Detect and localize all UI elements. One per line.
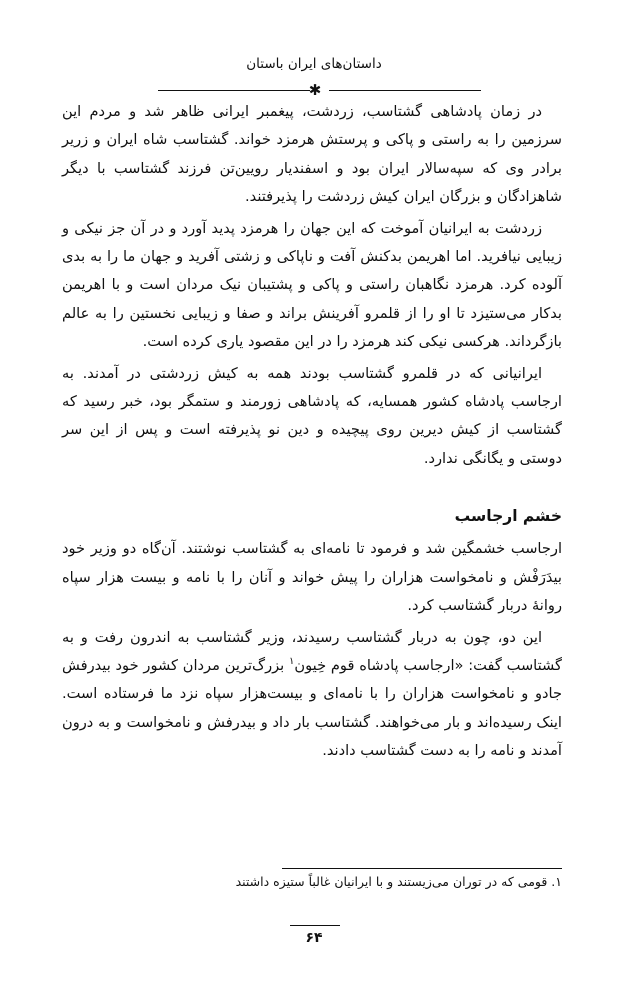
footnote-divider	[282, 868, 562, 869]
paragraph-3: ایرانیانی که در قلمرو گشتاسب بودند همه به کیش زردشتی در آمدند. به ارجاسب پادشاه کشور همسایه، که پادشاهی زورمند و ستمگر بود، خبر رسید که گشتاسب از کیش دیرین روی پیچیده و دین نو پذیرفته است و پس از این سر دوستی و یگانگی ندارد.	[62, 364, 562, 467]
footnote-text: ۱. قومی که در توران می‌زیستند و با ایرانیان غالباً ستیزه داشتند	[235, 874, 562, 889]
section-paragraph-2	[62, 624, 562, 766]
section-heading: خشم ارجاسب	[454, 507, 562, 526]
header-rule-left	[158, 90, 310, 91]
section-paragraph-2-end: بزرگ‌ترین مردان کشور خود بیدرفش جادو و نامخواست هزاران را با نامه‌ای و بیست‌هزار سپاه نزد ما فرستاده است. اینک رسیده‌اند و بار می‌خواهند. گشتاسب بار داد و بیدرفش و نامخواست و به درون آمدند و نامه را به دست گشتاسب دادند.	[62, 656, 562, 760]
section-paragraph-1: ارجاسب خشمگین شد و فرمود تا نامه‌ای به گشتاسب نوشتند. آن‌گاه دو وزیر خود بیدَرَفْش و نامخواست هزاران را پیش خواند و آنان را با نامه و بیست هزار سپاه روانهٔ دربار گشتاسب کرد.	[62, 540, 562, 615]
running-header-title: داستان‌های ایران باستان	[246, 56, 382, 72]
header-rule-right	[329, 90, 481, 91]
section-paragraph-2-start: این دو، چون به دربار گشتاسب رسیدند، وزیر گشتاسب به اندرون رفت و به گشتاسب گفت: «ارجاسب پادشاه قوم خِیون	[62, 628, 562, 674]
page-number-rule	[290, 925, 340, 926]
paragraph-1: در زمان پادشاهی گشتاسب، زردشت، پیغمبر ایرانی ظاهر شد و مردم این سرزمین را به راستی و پاکی و پرستش هرمزد خواند. گشتاسب شاه ایران و زریر برادر وی که سپه‌سالار ایران بود و اسفندیار رویین‌تن فرزند گشتاسب با دیگر شاهزادگان و بزرگان ایران کیش زردشت را پذیرفتند.	[62, 103, 562, 206]
footnote-reference[interactable]: ۱	[289, 656, 295, 668]
page-number: ۶۴	[305, 930, 323, 946]
page-body	[62, 98, 562, 766]
running-header	[0, 46, 628, 106]
asterisk-ornament-icon: ✱	[308, 81, 322, 99]
paragraph-2: زردشت به ایرانیان آموخت که این جهان را هرمزد پدید آورد و در آن جز نیکی و زیبایی نیافرید. اما اهریمن بدکنش آفت و ناپاکی و زشتی آفرید و جهان ما را به بدی آلوده کرد. هرمزد نگاهبان راستی و پاکی و پشتیبان نیک مردان است و با اهریمن بدکار می‌ستیزد تا او را از قلمرو آفرینش براند و صفا و زیبایی نخستین را به عالم بازگرداند. هرکسی نیکی کند هرمزد را در این مقصود یاری کرده است.	[62, 219, 562, 351]
